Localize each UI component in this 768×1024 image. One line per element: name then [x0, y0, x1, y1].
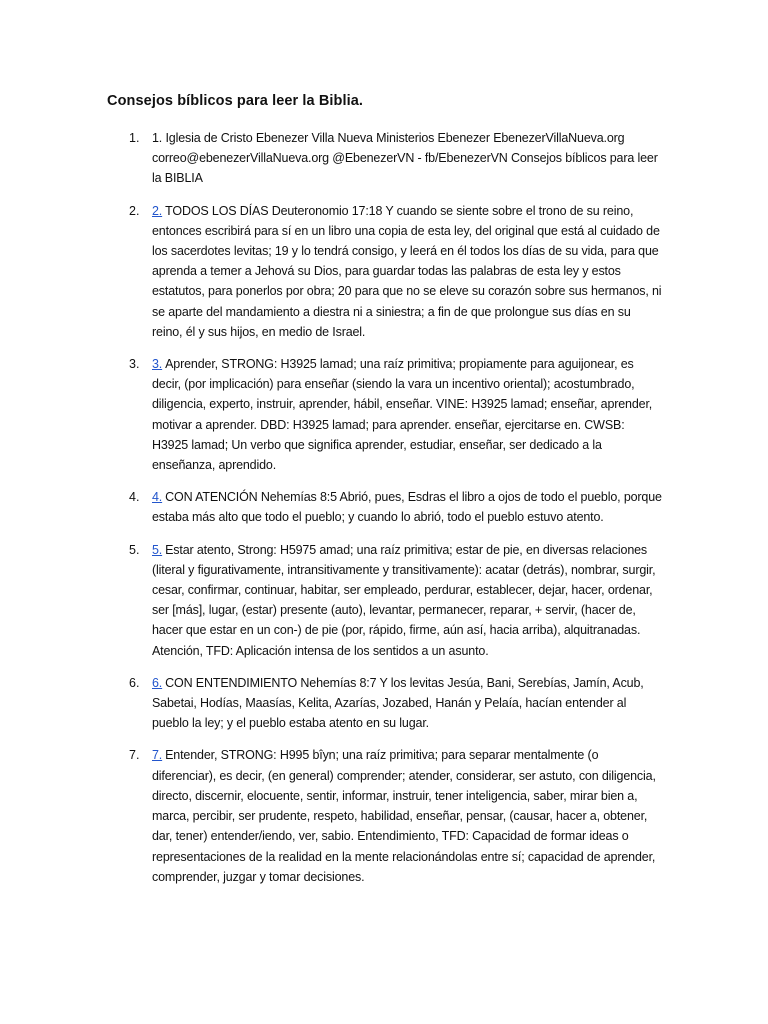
list-item-body: CON ENTENDIMIENTO Nehemías 8:7 Y los levitas Jesúa, Bani, Serebías, Jamín, Acub, Sabetai, Hodías, Maasías, Kelita, Azarías, Jozabed, Hanán y Pelaía, hacían entender al pueblo la ley; y el pueblo estaba atento en su lugar. — [152, 675, 644, 731]
list-item-number: 2. — [129, 203, 140, 218]
footnote-link[interactable]: 3. — [152, 357, 163, 372]
list-item-text — [152, 354, 662, 475]
footnote-link[interactable]: 2. — [152, 203, 163, 218]
list-item — [0, 201, 768, 342]
list-item-text — [152, 745, 662, 886]
list-item-text — [152, 540, 662, 661]
footnote-link[interactable]: 4. — [152, 490, 163, 505]
list-item-number: 4. — [129, 490, 140, 505]
footnote-link[interactable]: 5. — [152, 542, 163, 557]
list-item — [0, 128, 768, 189]
list-item-text — [152, 487, 662, 527]
list-item-body: Aprender, STRONG: H3925 lamad; una raíz primitiva; propiamente para aguijonear, es decir, (por implicación) para enseñar (siendo la vara un incentivo oriental); acostumbrado, diligencia, experto, instruir, aprender, hábil, enseñar. VINE: H3925 lamad; enseñar, aprender, motivar a aprender. DBD: H3925 lamad; para aprender. enseñar, ejercitarse en. CWSB: H3925 lamad; Un verbo que significa aprender, estudiar, enseñar, ser dedicado a la enseñanza, aprendido. — [152, 357, 653, 473]
list-item — [0, 673, 768, 734]
list-item-body: TODOS LOS DÍAS Deuteronomio 17:18 Y cuando se siente sobre el trono de su reino, entonces escribirá para sí en un libro una copia de esta ley, del original que está al cuidado de los sacerdotes levitas; 19 y lo tendrá consigo, y leerá en él todos los días de su vida, para que aprenda a temer a Jehová su Dios, para guardar todas las palabras de esta ley y estos estatutos, para ponerlos por obra; 20 para que no se eleve su corazón sobre sus hermanos, ni se aparte del mandamiento a diestra ni a siniestra; a fin de que prolongue sus días en su reino, él y sus hijos, en medio de Israel. — [152, 203, 662, 339]
list-item-text — [152, 673, 662, 734]
footnote-link[interactable]: 6. — [152, 675, 163, 690]
list-item-number: 3. — [129, 357, 140, 372]
footnote-link[interactable]: 7. — [152, 748, 163, 763]
list-item-number: 5. — [129, 542, 140, 557]
list-item-body: Entender, STRONG: H995 bîyn; una raíz primitiva; para separar mentalmente (o diferenciar), es decir, (en general) comprender; atender, considerar, ser astuto, con diligencia, directo, discernir, elocuente, sentir, informar, instruir, tener inteligencia, saber, mirar bien a, marca, percibir, ser prudente, respeto, habilidad, enseñar, pensar, (causar, hacer a, obtener, dar, tener) entender/iendo, ver, sabio. Entendimiento, TFD: Capacidad de formar ideas o representaciones de la realidad en la mente relacionándolas entre sí; capacidad de aprender, comprender, juzgar y tomar decisiones. — [152, 748, 656, 884]
list-item — [0, 540, 768, 661]
list-item-number: 6. — [129, 675, 140, 690]
list-item-number: 7. — [129, 748, 140, 763]
list-item-text — [152, 128, 662, 189]
list-item — [0, 487, 768, 527]
list-item — [0, 745, 768, 886]
list-item-body: CON ATENCIÓN Nehemías 8:5 Abrió, pues, Esdras el libro a ojos de todo el pueblo, porque estaba más alto que todo el pueblo; y cuando lo abrió, todo el pueblo estuvo atento. — [152, 490, 662, 525]
list-item — [0, 354, 768, 475]
list-item-body: 1. Iglesia de Cristo Ebenezer Villa Nueva Ministerios Ebenezer EbenezerVillaNueva.org correo@ebenezerVillaNueva.org @EbenezerVN - fb/EbenezerVN Consejos bíblicos para leer la BIBLIA — [152, 131, 658, 186]
document-title: Consejos bíblicos para leer la Biblia. — [107, 93, 364, 109]
list-item-body: Estar atento, Strong: H5975 amad; una raíz primitiva; estar de pie, en diversas relaciones (literal y figurativamente, intransitivamente y transitivamente): acatar (detrás), nombrar, surgir, cesar, confirmar, continuar, habitar, ser empleado, perdurar, establecer, dejar, hacer, ordenar, ser [más], lugar, (estar) presente (auto), levantar, permanecer, reparar, + servir, (hacer de, hacer que estar en un con-) de pie (por, rápido, firme, aún así, hacia arriba), alquitranadas. Atención, TFD: Aplicación intensa de los sentidos a un asunto. — [152, 542, 656, 658]
numbered-list — [0, 128, 768, 899]
list-item-number: 1. — [129, 131, 140, 145]
list-item-text — [152, 201, 662, 342]
